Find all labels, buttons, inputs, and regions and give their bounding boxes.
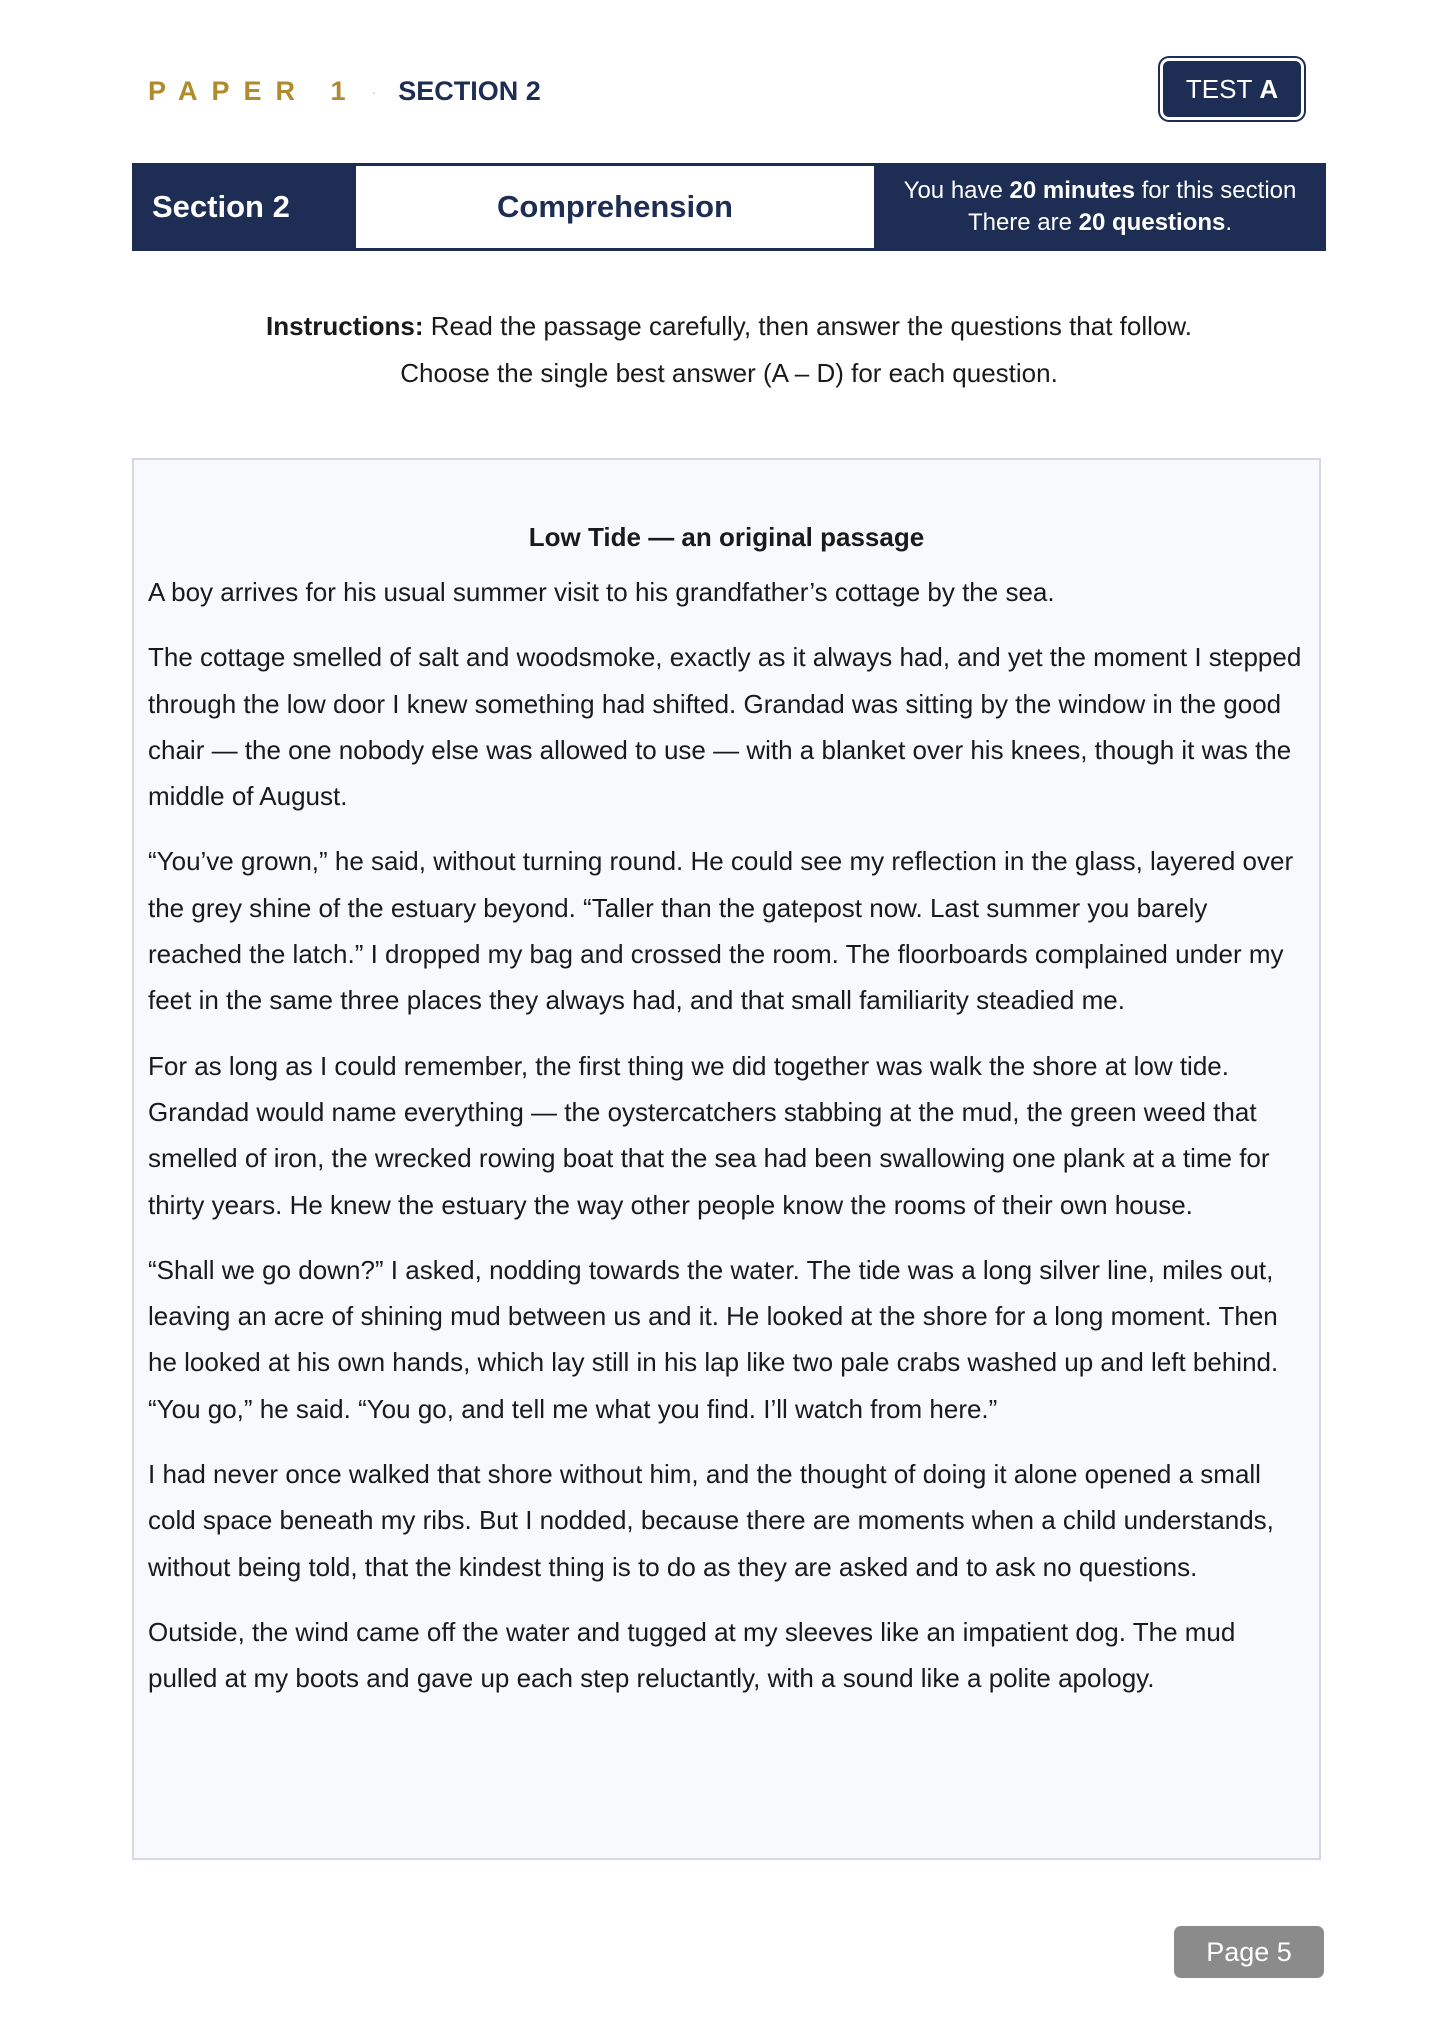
test-badge-prefix: TEST [1185,73,1253,104]
instructions-line-2: Choose the single best answer (A – D) for each question. [400,358,1058,388]
questions-suffix: . [1225,209,1233,236]
time-allowance [904,175,1297,207]
passage-paragraph: I had never once walked that shore without him, and the thought of doing it alone opened a small cold space beneath my ribs. But I nodded, because there are moments when a child understands, without being told, that the kindest thing is to do as they are asked and to ask no questions. [148,1459,1274,1582]
questions-prefix: There are [967,209,1079,236]
test-badge [1160,58,1304,120]
passage-paragraph: For as long as I could remember, the first thing we did together was walk the shore at low tide. Grandad would name everything — the oystercatchers stabbing at the mud, the green weed that smelled of iron, the wrecked rowing boat that the sea had been swallowing one plank at a time for thirty years. He knew the estuary the way other people know the rooms of their own house. [148,1050,1270,1220]
time-value: 20 minutes [1009,177,1135,204]
passage-paragraph: “Shall we go down?” I asked, nodding towards the water. The tide was a long silver line, miles out, leaving an acre of shining mud between us and it. He looked at the shore for a long moment. Then he looked at his own hands, which lay still in his lap like two pale crabs washed up and left behind. “You go,” he said. “You go, and tell me what you find. I’ll watch from here.” [148,1254,1279,1424]
banner-timing-info [874,163,1326,251]
banner-section-label: Section 2 [152,189,290,224]
document-header [148,76,541,107]
passage-paragraph: Outside, the wind came off the water and tugged at my sleeves like an impatient dog. The mud pulled at my boots and gave up each step reluctantly, with a sound like a polite apology. [148,1616,1236,1694]
questions-value: 20 questions [1078,209,1226,236]
instructions-line-1 [132,303,1326,350]
page-number: Page 5 [1174,1926,1324,1978]
instructions [132,303,1326,397]
banner-title: Comprehension [356,166,874,248]
passage-box [132,458,1321,1860]
question-count [968,207,1232,239]
passage-title: Low Tide — an original passage [528,522,925,552]
test-badge-letter: A [1259,73,1279,104]
paper-label: PAPER 1 [148,76,360,106]
time-prefix: You have [903,177,1010,204]
passage-intro: A boy arrives for his usual summer visit to his grandfather’s cottage by the sea. [148,577,1055,607]
passage-paragraph: The cottage smelled of salt and woodsmoke, exactly as it always had, and yet the moment I stepped through the low door I knew something had shifted. Grandad was sitting by the window in the good chair — the one nobody else was allowed to use — with a blanket over his knees, though it was the middle of August. [148,642,1302,812]
passage-paragraph: “You’ve grown,” he said, without turning round. He could see my reflection in the glass, layered over the grey shine of the estuary beyond. “Taller than the gatepost now. Last summer you barely reached the latch.” I dropped my bag and crossed the room. The floorboards complained under my feet in the same three places they always had, and that small familiarity steadied me. [148,846,1294,1016]
instructions-text-1: Read the passage carefully, then answer the questions that follow. [423,311,1192,341]
header-separator: · [371,83,377,100]
section-label: SECTION 2 [398,76,541,106]
time-suffix: for this section [1134,177,1297,204]
instructions-label: Instructions: [266,311,424,341]
section-banner [132,163,1326,251]
